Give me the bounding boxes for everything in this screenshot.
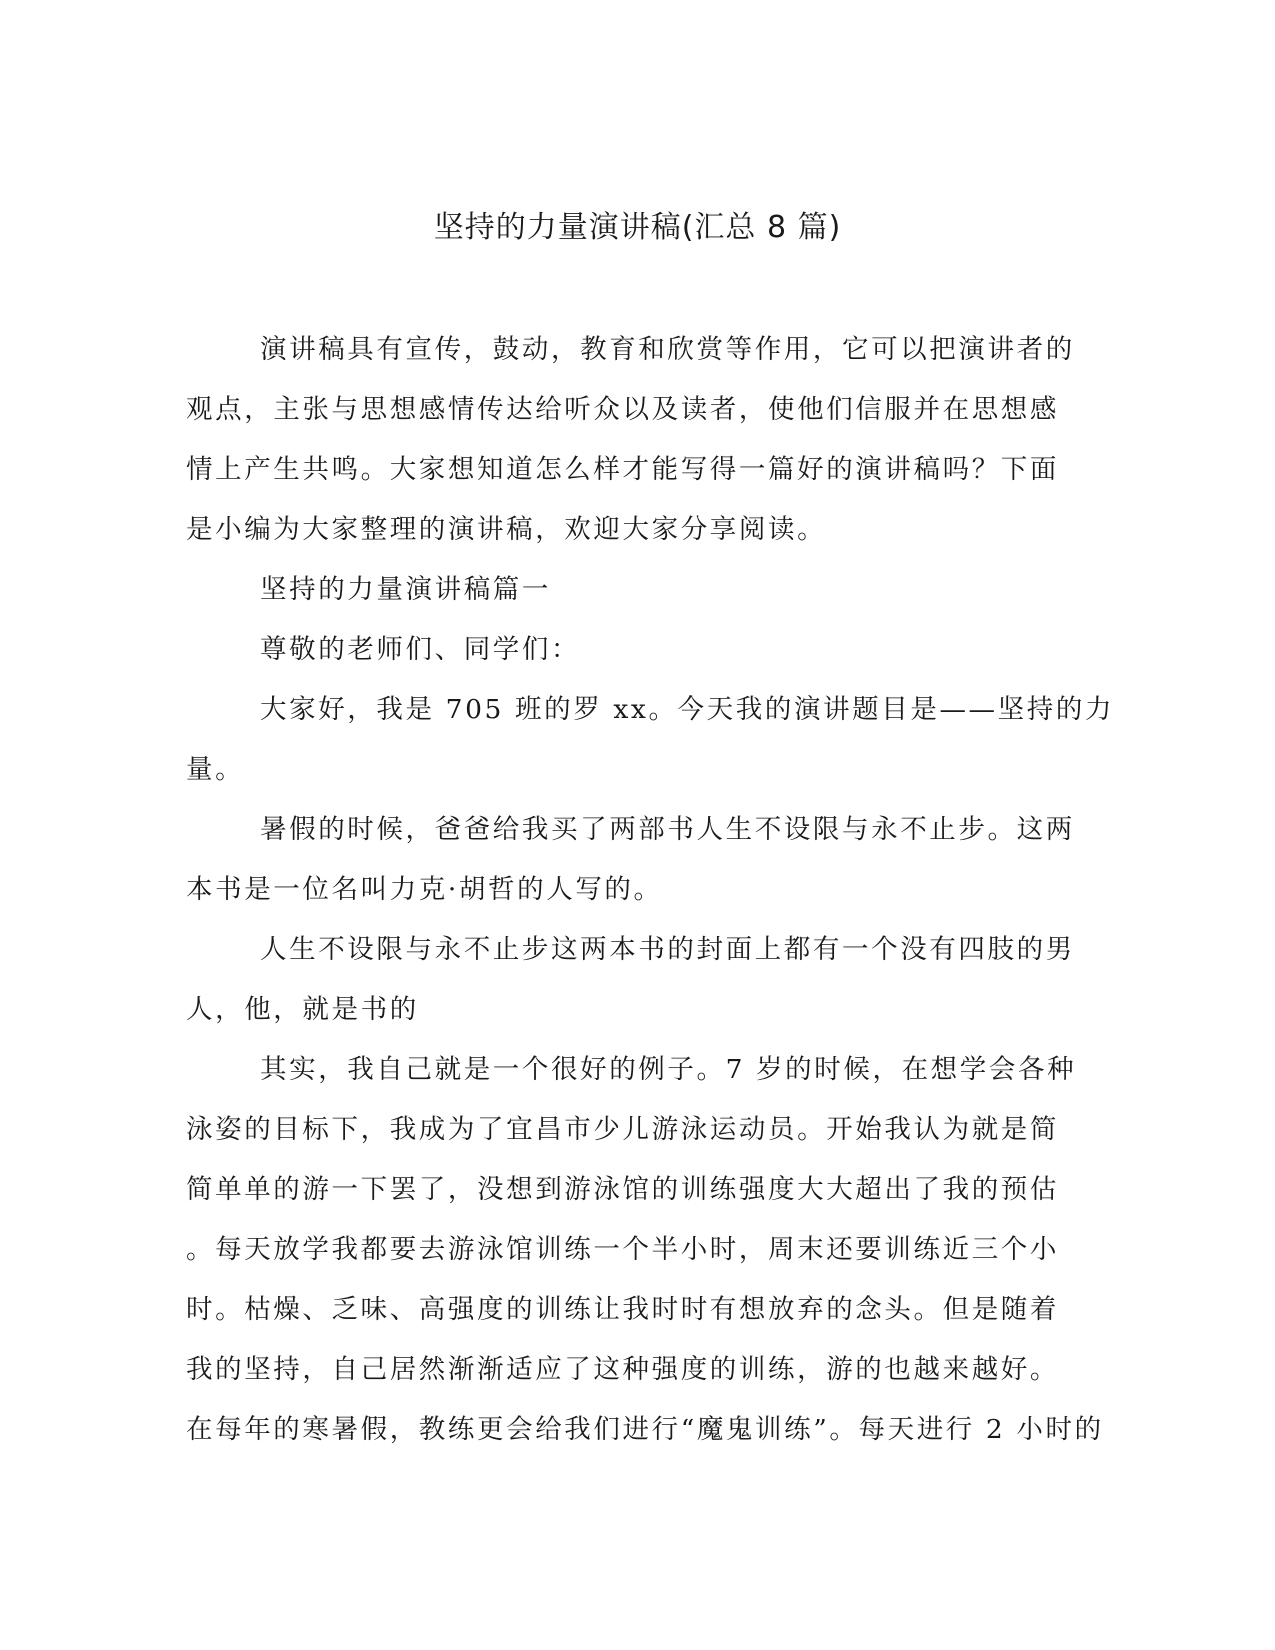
paragraph-line: 是小编为大家整理的演讲稿，欢迎大家分享阅读。 <box>186 514 827 545</box>
paragraph-line: 时。枯燥、乏味、高强度的训练让我时时有想放弃的念头。但是随着 <box>186 1294 1059 1325</box>
paragraph-line: 暑假的时候，爸爸给我买了两部书人生不设限与永不止步。这两 <box>260 814 1075 845</box>
paragraph-line: 我的坚持，自己居然渐渐适应了这种强度的训练，游的也越来越好。 <box>186 1354 1059 1385</box>
paragraph-line: 本书是一位名叫力克·胡哲的人写的。 <box>186 874 663 905</box>
paragraph-line: 量。 <box>186 754 245 785</box>
paragraph-line: 情上产生共鸣。大家想知道怎么样才能写得一篇好的演讲稿吗？下面 <box>186 454 1059 485</box>
salutation-line: 尊敬的老师们、同学们： <box>260 634 581 665</box>
paragraph-line: 在每年的寒暑假，教练更会给我们进行“魔鬼训练”。每天进行 2 小时的 <box>186 1414 1104 1445</box>
paragraph-line: 观点，主张与思想感情传达给听众以及读者，使他们信服并在思想感 <box>186 394 1059 425</box>
section-heading: 坚持的力量演讲稿篇一 <box>260 574 551 605</box>
paragraph-line: 其实，我自己就是一个很好的例子。7 岁的时候，在想学会各种 <box>260 1054 1077 1085</box>
paragraph-line: 人，他，就是书的 <box>186 994 419 1025</box>
paragraph-line: 人生不设限与永不止步这两本书的封面上都有一个没有四肢的男 <box>260 934 1075 965</box>
paragraph-line: 泳姿的目标下，我成为了宜昌市少儿游泳运动员。开始我认为就是简 <box>186 1114 1059 1145</box>
paragraph-line: 简单单的游一下罢了，没想到游泳馆的训练强度大大超出了我的预估 <box>186 1174 1059 1205</box>
paragraph-line: 。每天放学我都要去游泳馆训练一个半小时，周末还要训练近三个小 <box>186 1234 1059 1265</box>
paragraph-line: 演讲稿具有宣传，鼓动，教育和欣赏等作用，它可以把演讲者的 <box>260 334 1075 365</box>
document-title: 坚持的力量演讲稿(汇总 8 篇) <box>433 210 842 245</box>
paragraph-line: 大家好，我是 705 班的罗 xx。今天我的演讲题目是——坚持的力 <box>260 694 1115 725</box>
document-body <box>186 320 1115 1460</box>
